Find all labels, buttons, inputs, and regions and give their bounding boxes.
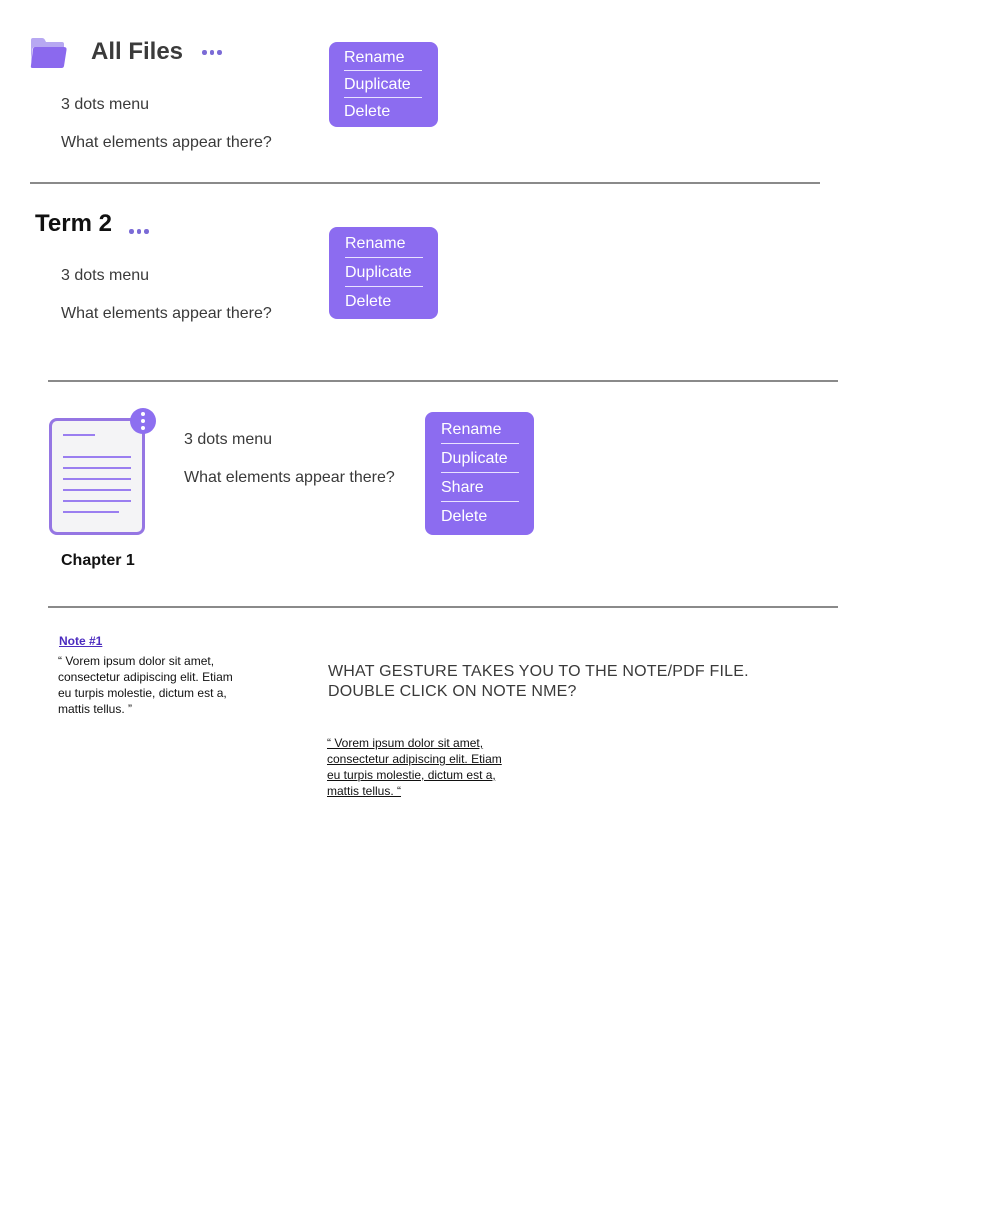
- more-horizontal-icon[interactable]: [129, 229, 149, 234]
- question-menu-label: 3 dots menu: [61, 96, 150, 113]
- term-section: [0, 200, 983, 370]
- document-label[interactable]: Chapter 1: [61, 552, 135, 569]
- menu-divider: [345, 286, 423, 287]
- question-menu-label: 3 dots menu: [61, 267, 150, 284]
- menu-divider: [441, 443, 519, 444]
- page-title: All Files: [91, 38, 184, 65]
- menu-item-share[interactable]: Share: [441, 479, 484, 496]
- menu-divider: [441, 501, 519, 502]
- context-menu: [329, 227, 438, 319]
- menu-divider: [344, 97, 422, 98]
- menu-divider: [344, 70, 422, 71]
- all-files-section: [0, 0, 983, 185]
- document-icon[interactable]: [49, 418, 145, 535]
- question-elements: What elements appear there?: [61, 305, 272, 322]
- menu-item-delete[interactable]: Delete: [344, 103, 391, 120]
- chapter-section: [0, 400, 983, 600]
- question-elements: What elements appear there?: [184, 469, 395, 486]
- menu-item-rename[interactable]: Rename: [441, 421, 502, 438]
- question-menu-label: 3 dots menu: [184, 431, 273, 448]
- menu-item-delete[interactable]: Delete: [345, 293, 392, 310]
- menu-item-duplicate[interactable]: Duplicate: [441, 450, 508, 467]
- note-section: [0, 620, 983, 820]
- more-horizontal-icon[interactable]: [202, 50, 222, 55]
- context-menu: [425, 412, 534, 535]
- more-vertical-icon[interactable]: [130, 408, 156, 434]
- menu-item-duplicate[interactable]: Duplicate: [345, 264, 412, 281]
- context-menu: [329, 42, 438, 127]
- question-elements: What elements appear there?: [61, 134, 272, 151]
- section-divider: [48, 380, 838, 382]
- menu-item-rename[interactable]: Rename: [345, 235, 406, 252]
- menu-divider: [345, 257, 423, 258]
- menu-item-delete[interactable]: Delete: [441, 508, 488, 525]
- note-link[interactable]: Note #1: [59, 634, 103, 648]
- term-title: Term 2: [35, 210, 112, 237]
- note-link-preview[interactable]: “ Vorem ipsum dolor sit amet, consectetur adipiscing elit. Etiam eu turpis molestie, dictum est a, mattis tellus. “: [327, 736, 502, 798]
- section-divider: [48, 606, 838, 608]
- section-divider: [30, 182, 820, 184]
- note-preview: “ Vorem ipsum dolor sit amet, consectetur adipiscing elit. Etiam eu turpis molestie, dictum est a, mattis tellus. ”: [58, 654, 233, 716]
- menu-item-rename[interactable]: Rename: [344, 49, 405, 66]
- gesture-question: WHAT GESTURE TAKES YOU TO THE NOTE/PDF FILE. DOUBLE CLICK ON NOTE NME?: [328, 663, 749, 700]
- folder-icon[interactable]: [29, 37, 67, 69]
- menu-item-duplicate[interactable]: Duplicate: [344, 76, 411, 93]
- menu-divider: [441, 472, 519, 473]
